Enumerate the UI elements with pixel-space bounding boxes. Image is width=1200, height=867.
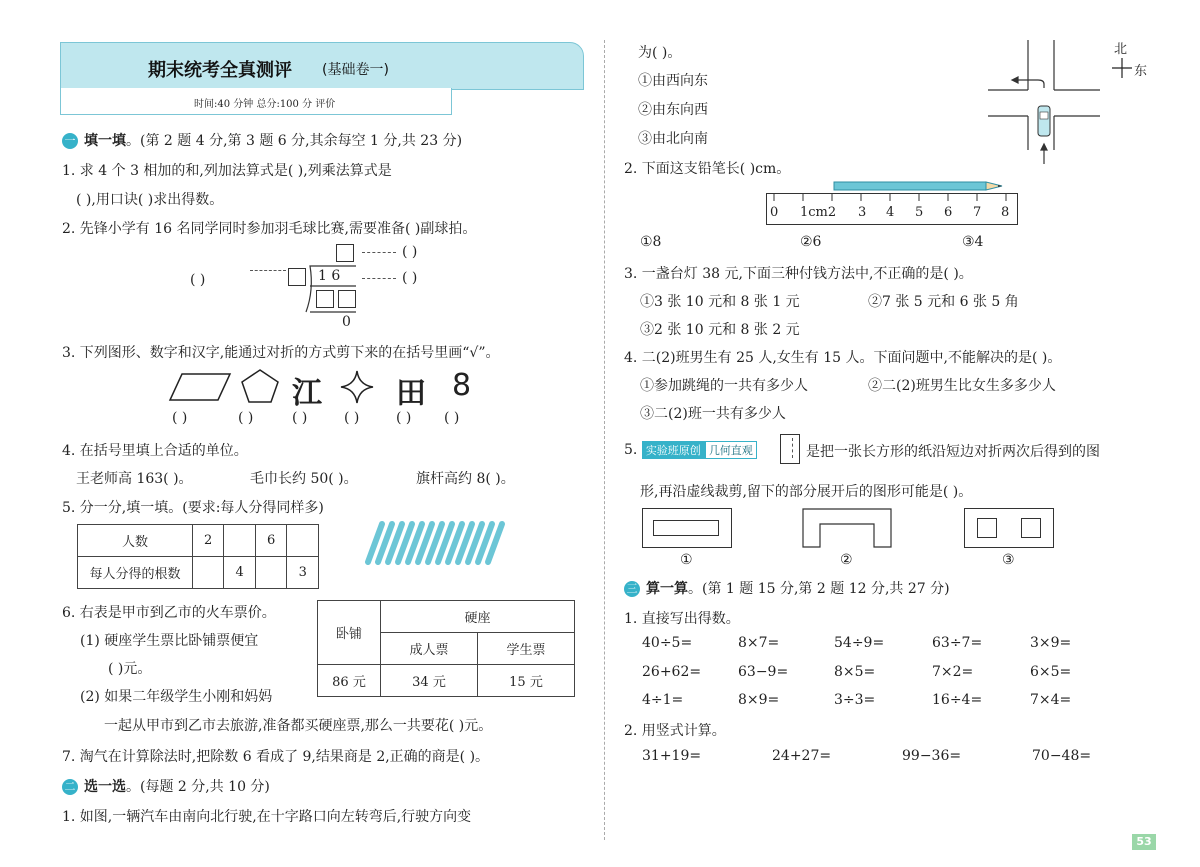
s4-option-3: ③二(2)班一共有多少人 — [640, 406, 786, 422]
s1-option-1: ①由西向东 — [638, 73, 708, 89]
s2-option-3: ③4 — [962, 234, 984, 250]
parallelogram-shape — [168, 372, 232, 402]
calc-item: 54÷9= — [834, 635, 885, 651]
section-desc: 。(第 2 题 4 分,第 3 题 6 分,其余每空 1 分,共 23 分) — [126, 133, 463, 149]
s2-option-2: ②6 — [800, 234, 822, 250]
calc-item: 8×5= — [834, 664, 876, 680]
section-desc: 。(每题 2 分,共 10 分) — [126, 779, 270, 795]
s5-option-label-1: ① — [680, 552, 693, 568]
q5-cell — [224, 525, 256, 557]
compass-cross-icon — [1111, 57, 1133, 79]
header-banner — [60, 42, 582, 116]
section-title: 填一填 — [84, 133, 126, 149]
s5-line-1 — [624, 441, 757, 459]
tag-geometry: 几何直观 — [705, 441, 757, 459]
section-badge: 三 — [624, 581, 640, 597]
q1-line-2: ( ),用口诀( )求出得数。 — [76, 192, 224, 208]
adult-header: 成人票 — [381, 633, 478, 665]
s5-option-shape-1 — [642, 508, 732, 548]
s2-text: 2. 下面这支铅笔长( )cm。 — [624, 161, 791, 177]
s4-text: 4. 二(2)班男生有 25 人,女生有 15 人。下面问题中,不能解决的是( )。 — [624, 350, 1062, 366]
compass-north: 北 — [1114, 42, 1128, 57]
q2-paren-left: ( ) — [190, 272, 206, 288]
q2-box-product-1 — [316, 290, 334, 308]
s5-text-b: 形,再沿虚线裁剪,留下的部分展开后的图形可能是( )。 — [640, 484, 973, 500]
q6-part1-a: (1) 硬座学生票比卧铺票便宜 — [80, 633, 259, 649]
q4-item-2: 毛巾长约 50( )。 — [250, 471, 358, 487]
q5-cell: 2 — [192, 525, 224, 557]
s5-text-a: 是把一张长方形的纸沿短边对折两次后得到的图 — [806, 444, 1100, 460]
four-point-star-shape — [340, 370, 374, 404]
q2-dash-r2 — [362, 278, 396, 279]
s4-option-1: ①参加跳绳的一共有多少人 — [640, 378, 808, 394]
calc-item: 40÷5= — [642, 635, 693, 651]
s5-option-shape-3 — [964, 508, 1054, 548]
s3-option-2: ②7 张 5 元和 6 张 5 角 — [868, 294, 1019, 310]
ruler-label: 5 — [915, 205, 924, 220]
q3-paren-1: ( ) — [172, 410, 188, 426]
column-divider — [604, 40, 605, 840]
s3-option-1: ①3 张 10 元和 8 张 1 元 — [640, 294, 800, 310]
calc-item: 7×2= — [932, 664, 974, 680]
q5-cell — [287, 525, 319, 557]
tag-original: 实验班原创 — [642, 441, 705, 459]
char-tian: 田 — [396, 376, 426, 411]
calc-item: 6×5= — [1030, 664, 1072, 680]
ruler-label: 1cm2 — [800, 205, 837, 220]
q4-text: 4. 在括号里填上合适的单位。 — [62, 443, 248, 459]
vertical-calc-item: 24+27= — [772, 748, 832, 764]
q2-text: 2. 先锋小学有 16 名同学同时参加羽毛球比赛,需要准备( )副球拍。 — [62, 221, 477, 237]
page-number: 53 — [1132, 834, 1156, 850]
section-badge: 二 — [62, 779, 78, 795]
sleeper-price: 86 元 — [318, 665, 381, 697]
char-jiang: 江 — [292, 376, 322, 411]
q6-part2-a: (2) 如果二年级学生小刚和妈妈 — [80, 689, 273, 705]
calc-item: 3÷3= — [834, 692, 876, 708]
calc-item: 7×4= — [1030, 692, 1072, 708]
section-title: 算一算 — [646, 581, 688, 597]
q5-cell: 3 — [287, 557, 319, 589]
q2-dash-left — [250, 270, 286, 271]
q2-remainder: 0 — [342, 314, 351, 330]
sleeper-header: 卧铺 — [318, 601, 381, 665]
q3-text: 3. 下列图形、数字和汉字,能通过对折的方式剪下来的在括号里画“√”。 — [62, 345, 500, 361]
ruler-label: 0 — [770, 205, 779, 220]
q3-paren-3: ( ) — [292, 410, 308, 426]
c2-text: 2. 用竖式计算。 — [624, 723, 726, 739]
q3-paren-5: ( ) — [396, 410, 412, 426]
student-header: 学生票 — [478, 633, 575, 665]
q2-dash-r1 — [362, 252, 396, 253]
ruler-ticks — [766, 193, 1022, 205]
s5-option-label-3: ③ — [1002, 552, 1015, 568]
ruler-label: 3 — [858, 205, 867, 220]
q2-box-product-2 — [338, 290, 356, 308]
q5-text: 5. 分一分,填一填。(要求:每人分得同样多) — [62, 500, 324, 516]
calc-item: 63÷7= — [932, 635, 983, 651]
q3-paren-2: ( ) — [238, 410, 254, 426]
vertical-calc-item: 31+19= — [642, 748, 702, 764]
q6-part1-b: ( )元。 — [108, 661, 152, 677]
q4-item-1: 王老师高 163( )。 — [76, 471, 193, 487]
s5-option-shape-2 — [802, 508, 892, 548]
folded-paper-shape — [780, 434, 800, 464]
q1-line-1: 1. 求 4 个 3 相加的和,列加法算式是( ),列乘法算式是 — [62, 163, 392, 179]
s2-option-1: ①8 — [640, 234, 662, 250]
q3-paren-4: ( ) — [344, 410, 360, 426]
calc-item: 4÷1= — [642, 692, 684, 708]
vertical-calc-item: 70−48= — [1032, 748, 1092, 764]
s5-option-label-2: ② — [840, 552, 853, 568]
hard-seat-header: 硬座 — [381, 601, 575, 633]
q5-cell: 4 — [224, 557, 256, 589]
s3-text: 3. 一盏台灯 38 元,下面三种付钱方法中,不正确的是( )。 — [624, 266, 973, 282]
pentagon-shape — [240, 368, 280, 404]
q7-text: 7. 淘气在计算除法时,把除数 6 看成了 9,结果商是 2,正确的商是( )。 — [62, 749, 490, 765]
q5-cell: 6 — [255, 525, 287, 557]
section-title: 选一选 — [84, 779, 126, 795]
ruler-label: 7 — [973, 205, 982, 220]
page-subtitle: (基础卷一) — [322, 62, 389, 78]
q5-cell — [255, 557, 287, 589]
q3-paren-6: ( ) — [444, 410, 460, 426]
s1-option-3: ③由北向南 — [638, 131, 708, 147]
q5-cell: 每人分得的根数 — [78, 557, 193, 589]
s1-option-2: ②由东向西 — [638, 102, 708, 118]
vertical-calc-item: 99−36= — [902, 748, 962, 764]
q5-cell — [192, 557, 224, 589]
section-1-heading — [62, 130, 462, 150]
s5-number: 5. — [624, 442, 642, 458]
exam-meta: 时间:40 分钟 总分:100 分 评价 — [194, 99, 336, 110]
section-3-heading — [624, 578, 950, 598]
q6-text: 6. 右表是甲市到乙市的火车票价。 — [62, 605, 276, 621]
ruler-label: 6 — [944, 205, 953, 220]
s1-text: 1. 如图,一辆汽车由南向北行驶,在十字路口向左转弯后,行驶方向变 — [62, 809, 472, 825]
q6-part2-b: 一起从甲市到乙市去旅游,准备都买硬座票,那么一共要花( )元。 — [104, 718, 493, 734]
page-title: 期末统考全真测评 — [148, 60, 292, 81]
q2-paren-r1: ( ) — [402, 244, 418, 260]
c1-text: 1. 直接写出得数。 — [624, 611, 740, 627]
calc-item: 8×7= — [738, 635, 780, 651]
s1-continued: 为( )。 — [638, 45, 682, 61]
ruler-label: 4 — [886, 205, 895, 220]
adult-price: 34 元 — [381, 665, 478, 697]
ruler-label: 8 — [1001, 205, 1010, 220]
q2-dividend: 1 6 — [318, 268, 341, 284]
q4-item-3: 旗杆高约 8( )。 — [416, 471, 515, 487]
sticks-illustration — [362, 520, 512, 566]
digit-eight: 8 — [452, 368, 472, 403]
crossroads-diagram — [988, 40, 1100, 168]
calc-item: 16÷4= — [932, 692, 983, 708]
cut-line — [792, 438, 793, 458]
q2-paren-r2: ( ) — [402, 270, 418, 286]
student-price: 15 元 — [478, 665, 575, 697]
calc-item: 26+62= — [642, 664, 702, 680]
s4-option-2: ②二(2)班男生比女生多多少人 — [868, 378, 1056, 394]
section-desc: 。(第 1 题 15 分,第 2 题 12 分,共 27 分) — [688, 581, 950, 597]
section-badge: 一 — [62, 133, 78, 149]
q5-cell: 人数 — [78, 525, 193, 557]
q6-ticket-table — [317, 600, 575, 697]
section-2-heading — [62, 776, 270, 796]
q5-table — [77, 524, 319, 589]
calc-item: 3×9= — [1030, 635, 1072, 651]
compass-east: 东 — [1134, 64, 1148, 79]
s3-option-3: ③2 张 10 元和 8 张 2 元 — [640, 322, 800, 338]
calc-item: 8×9= — [738, 692, 780, 708]
q2-box-quotient — [336, 244, 354, 262]
calc-item: 63−9= — [738, 664, 789, 680]
